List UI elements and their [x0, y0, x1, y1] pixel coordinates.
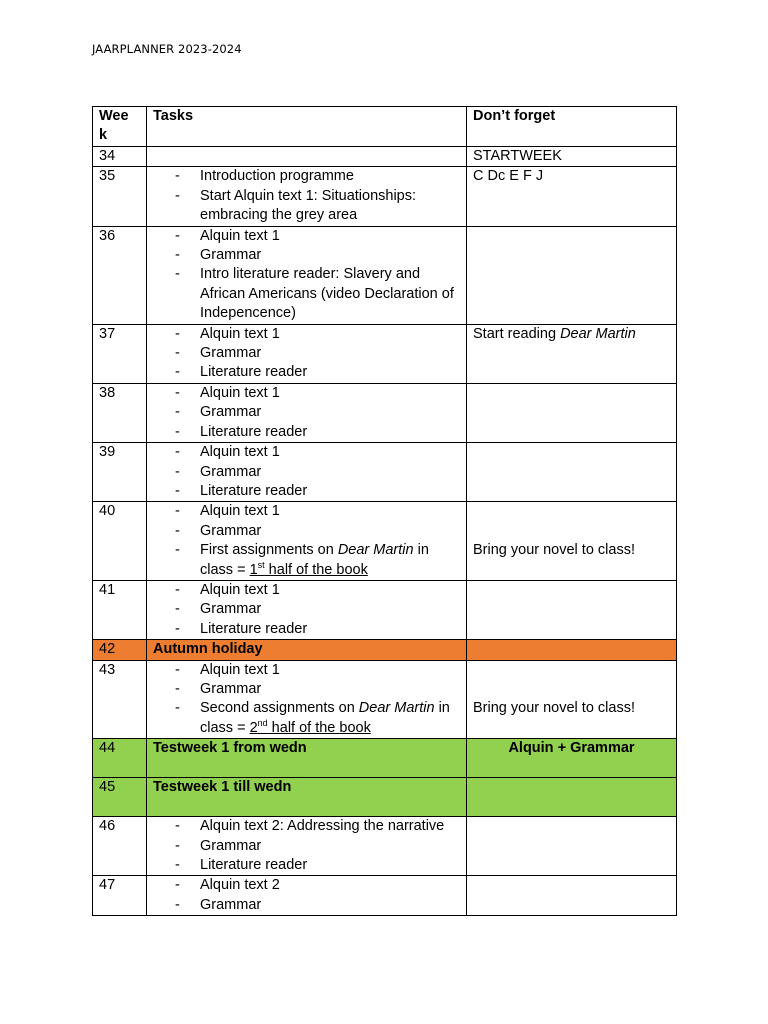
note-cell: [467, 226, 677, 324]
planner-table: [92, 106, 677, 916]
week-number: 43: [93, 660, 147, 739]
note-cell: [467, 383, 677, 442]
week-number: 40: [93, 502, 147, 581]
testweek-title: Testweek 1 from wedn: [147, 739, 467, 778]
note-cell: Bring your novel to class!: [467, 502, 677, 581]
column-header-tasks: Tasks: [147, 107, 467, 147]
note-cell: [467, 817, 677, 876]
week-number: 41: [93, 580, 147, 639]
task-item: - Start Alquin text 1: Situationships: embracing the grey area: [175, 187, 417, 224]
task-item: - Grammar: [175, 463, 262, 480]
task-item: - Alquin text 2: [175, 877, 280, 894]
testweek-title: Testweek 1 till wedn: [147, 778, 467, 817]
tasks-cell: [147, 147, 467, 167]
task-item: - Literature reader: [175, 423, 308, 440]
table-row: [93, 502, 677, 581]
task-item: - Alquin text 1: [175, 444, 280, 461]
column-header-week: Wee k: [93, 107, 147, 147]
task-item: - Literature reader: [175, 857, 308, 873]
task-item: - Alquin text 1: [175, 661, 280, 678]
week-number: 46: [93, 817, 147, 876]
book-title: Dear Martin: [560, 325, 636, 342]
task-item: - Second assignments on Dear Martin in class = 2nd half of the book: [175, 700, 450, 736]
note-cell: [467, 580, 677, 639]
week-number: 34: [93, 147, 147, 167]
task-item: - Alquin text 1: [175, 581, 280, 598]
week-number: 45: [93, 778, 147, 817]
week-number: 37: [93, 324, 147, 383]
tasks-cell: [147, 443, 467, 502]
task-item: - Literature reader: [175, 364, 308, 381]
week-number: 38: [93, 383, 147, 442]
task-item: - First assignments on Dear Martin in class = 1st half of the book: [175, 542, 429, 578]
week-number: 36: [93, 226, 147, 324]
tasks-cell: [147, 167, 467, 226]
tasks-cell: [147, 383, 467, 442]
task-item: - Intro literature reader: Slavery and African Americans (video Declaration of Indepencence): [175, 266, 454, 322]
tasks-cell: [147, 876, 467, 916]
table-row: [93, 817, 677, 876]
note-cell: [467, 876, 677, 916]
column-header-dont-forget: Don’t forget: [467, 107, 677, 147]
testweek-row: [93, 778, 677, 817]
table-row: [93, 167, 677, 226]
note-cell: C Dc E F J: [467, 167, 677, 226]
task-item: - Alquin text 1: [175, 227, 280, 244]
table-row: [93, 660, 677, 739]
table-row: [93, 383, 677, 442]
week-number: 47: [93, 876, 147, 916]
table-row: [93, 876, 677, 916]
task-item: - Grammar: [175, 522, 262, 539]
task-item: - Grammar: [175, 404, 262, 421]
task-item: - Grammar: [175, 837, 262, 854]
task-item: - Grammar: [175, 896, 262, 913]
task-item: - Alquin text 1: [175, 503, 280, 520]
tasks-cell: [147, 502, 467, 581]
task-item: - Alquin text 2: Addressing the narrative: [175, 818, 445, 835]
week-number: 44: [93, 739, 147, 778]
table-row: [93, 226, 677, 324]
week-number: 35: [93, 167, 147, 226]
document-header: JAARPLANNER 2023-2024: [92, 42, 242, 56]
task-item: - Grammar: [175, 601, 262, 618]
task-item: - Literature reader: [175, 482, 308, 499]
note-cell: Bring your novel to class!: [467, 660, 677, 739]
note-cell: [467, 640, 677, 660]
task-item: - Introduction programme: [175, 168, 354, 185]
task-item: - Alquin text 1: [175, 325, 280, 342]
task-item: - Literature reader: [175, 620, 308, 637]
holiday-row: [93, 640, 677, 660]
table-header-row: [93, 107, 677, 147]
note-cell: STARTWEEK: [467, 147, 677, 167]
task-item: - Grammar: [175, 247, 262, 264]
table-row: [93, 324, 677, 383]
tasks-cell: [147, 817, 467, 876]
testweek-row: [93, 739, 677, 778]
note-cell: [467, 443, 677, 502]
task-item: - Alquin text 1: [175, 384, 280, 401]
week-number: 42: [93, 640, 147, 660]
tasks-cell: [147, 660, 467, 739]
task-item: - Grammar: [175, 345, 262, 362]
tasks-cell: [147, 580, 467, 639]
table-row: [93, 443, 677, 502]
task-item: - Grammar: [175, 680, 262, 697]
tasks-cell: [147, 226, 467, 324]
holiday-title: Autumn holiday: [147, 640, 467, 660]
note-cell: Alquin + Grammar: [467, 739, 677, 778]
table-row: [93, 147, 677, 167]
note-cell: [467, 778, 677, 817]
week-number: 39: [93, 443, 147, 502]
tasks-cell: [147, 324, 467, 383]
table-row: [93, 580, 677, 639]
note-cell: Start reading Dear Martin: [467, 324, 677, 383]
